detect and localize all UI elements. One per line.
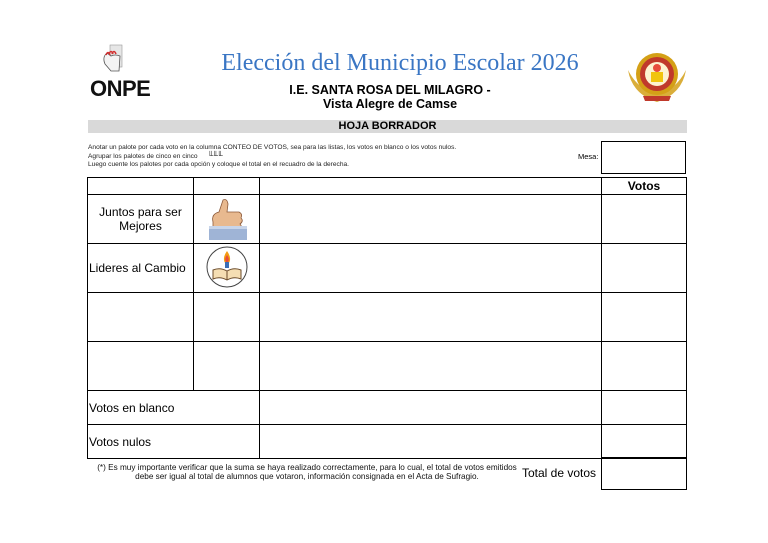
- header-cell-logo: [194, 178, 260, 195]
- tally-cell[interactable]: [260, 391, 602, 425]
- table-header-row: [88, 178, 687, 195]
- candidate-row: [88, 195, 687, 244]
- candidate-row-empty: [88, 342, 687, 391]
- votes-header: Votos: [602, 178, 687, 195]
- candidate-logo-empty: [194, 293, 260, 342]
- candidate-logo-cell: [194, 195, 260, 244]
- instruction-2: Agrupar los palotes de cinco en cinco: [88, 153, 198, 161]
- instruction-1: Anotar un palote por cada voto en la columna CONTEO DE VOTOS, sea para las listas, los votos en blanco o los votos nulos.: [88, 144, 457, 151]
- candidate-name: Juntos para ser Mejores: [88, 195, 194, 244]
- candidate-name-empty: [88, 293, 194, 342]
- mesa-field[interactable]: [601, 141, 686, 174]
- candidate-name-empty: [88, 342, 194, 391]
- header-cell-tally: [260, 178, 602, 195]
- total-votes-label: Total de votos: [522, 466, 597, 480]
- blank-votes-row: [88, 391, 687, 425]
- candidate-name: Lideres al Cambio: [88, 244, 194, 293]
- votes-cell[interactable]: [602, 342, 687, 391]
- tally-mark-icon: ╙╙╙: [207, 151, 222, 161]
- votes-cell[interactable]: [602, 425, 687, 459]
- tally-cell[interactable]: [260, 425, 602, 459]
- school-name-line-1: I.E. SANTA ROSA DEL MILAGRO -: [289, 83, 491, 97]
- onpe-logo-text: ONPE: [90, 76, 151, 101]
- tally-cell[interactable]: [260, 244, 602, 293]
- candidate-logo-empty: [194, 342, 260, 391]
- null-votes-label: Votos nulos: [88, 425, 260, 459]
- instructions: [88, 144, 588, 170]
- total-votes-field[interactable]: [601, 457, 687, 490]
- school-crest-icon: [626, 50, 688, 104]
- header-cell-name: [88, 178, 194, 195]
- candidate-row: [88, 244, 687, 293]
- null-votes-row: [88, 425, 687, 459]
- tally-cell[interactable]: [260, 342, 602, 391]
- tally-cell[interactable]: [260, 293, 602, 342]
- mesa-label: Mesa:: [578, 152, 599, 161]
- voting-hand-icon: [98, 44, 128, 74]
- blank-votes-label: Votos en blanco: [88, 391, 260, 425]
- votes-cell[interactable]: [602, 293, 687, 342]
- ballot-table: [87, 177, 687, 459]
- book-flame-icon: [205, 245, 249, 289]
- candidate-row-empty: [88, 293, 687, 342]
- tally-cell[interactable]: [260, 195, 602, 244]
- instruction-2-row: [88, 152, 588, 161]
- page-title: Elección del Municipio Escolar 2026: [221, 50, 579, 76]
- votes-cell[interactable]: [602, 391, 687, 425]
- candidate-logo-cell: [194, 244, 260, 293]
- instruction-3: Luego cuente los palotes por cada opción y coloque el total en el recuadro de la derecha.: [88, 161, 350, 169]
- footnote: (*) Es muy importante verificar que la suma se haya realizado correctamente, para lo cual, el total de votos emitidos debe ser igual al total de alumnos que votaron, información consignada en el Acta de Sufragio.: [97, 463, 517, 481]
- votes-cell[interactable]: [602, 195, 687, 244]
- school-name: [190, 83, 590, 111]
- votes-cell[interactable]: [602, 244, 687, 293]
- sheet-heading: HOJA BORRADOR: [88, 120, 687, 133]
- thumbs-up-icon: [207, 196, 247, 240]
- school-name-line-2: Vista Alegre de Camse: [322, 97, 458, 111]
